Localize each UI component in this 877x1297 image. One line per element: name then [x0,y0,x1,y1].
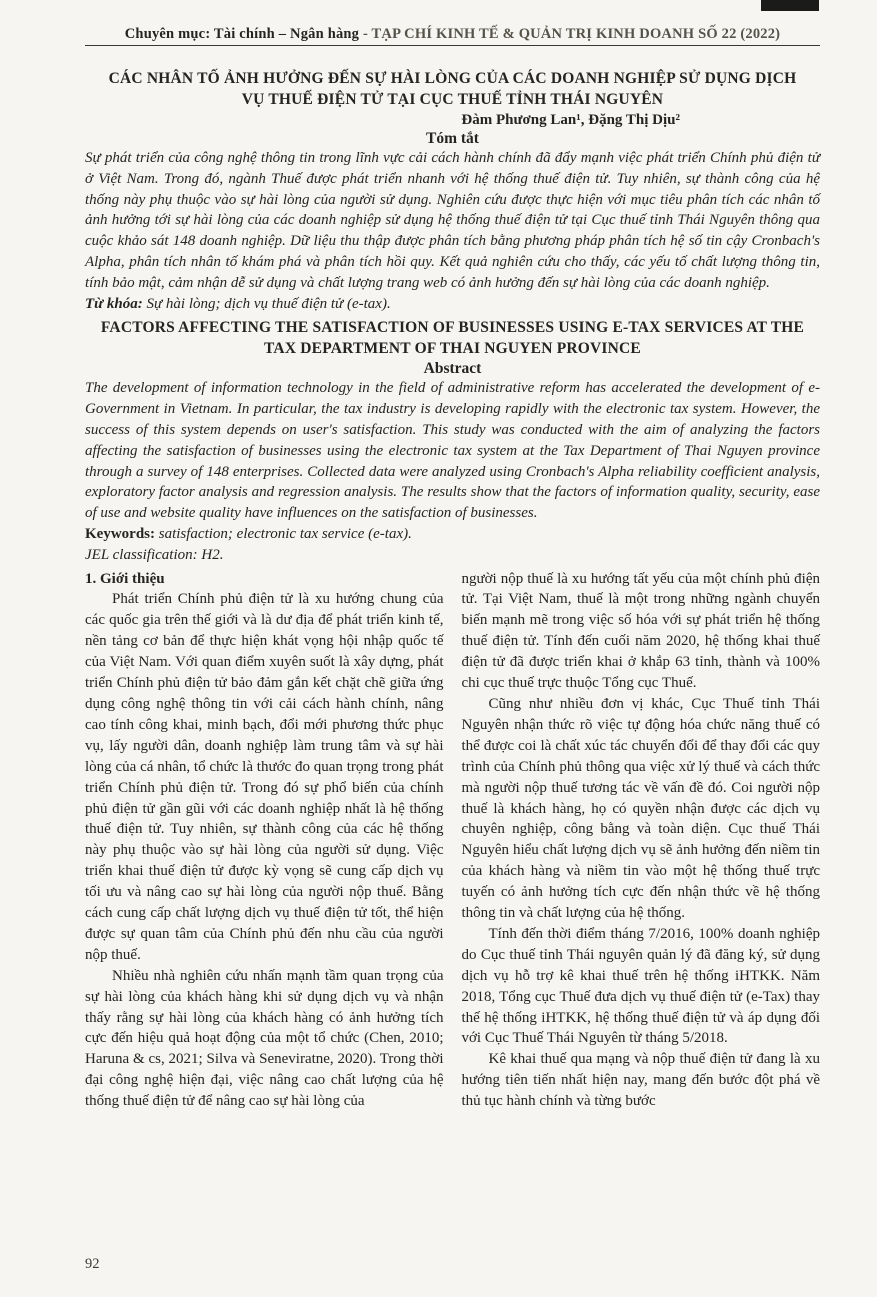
page-number: 92 [85,1256,100,1272]
running-head-journal: - TẠP CHÍ KINH TẾ & QUẢN TRỊ KINH DOANH SỐ 22 (2022) [359,26,781,42]
abstract-heading-vi: Tóm tắt [426,130,479,147]
body-paragraph: Phát triển Chính phủ điện tử là xu hướng chung của các quốc gia trên thế giới và là dư địa để phát triển kinh tế, nền tảng cơ bản để thực hiện khát vọng hội nhập quốc tế của Việt Nam. Với quan điểm xuyên suốt là xây dựng, phát triển Chính phủ điện tử bảo đảm gắn kết chặt chẽ giữa ứng dụng công nghệ thông tin với cải cách hành chính, nâng cao tính công khai, minh bạch, đổi mới phương thức phục vụ, lấy người dân, doanh nghiệp làm trung tâm và sự hài lòng của cá nhân, tổ chức là thước đo quan trọng trong phát triển Chính phủ điện tử. Trong đó sự phổ biến của chính phủ điện tử gần gũi với các doanh nghiệp nhất là hệ thống thuế điện tử. Tuy nhiên, sự thành công của các hệ thống này phụ thuộc vào sự hài lòng của người sử dụng. Việc triển khai thuế điện tử được kỳ vọng sẽ cung cấp dịch vụ tối ưu và nâng cao sự hài lòng của người nộp thuế. Bằng cách cung cấp chất lượng dịch vụ thuế điện tử tốt, thể hiện được sự quan tâm của Chính phủ đến nhu cầu của người nộp thuế. [85,591,444,963]
keywords-vi-text: Sự hài lòng; dịch vụ thuế điện tử (e-tax). [142,295,391,312]
left-column [85,569,444,1113]
running-head-section: Chuyên mục: Tài chính – Ngân hàng [124,26,360,42]
author-names: Đàm Phương Lan¹, Đặng Thị Dịu² [461,112,680,128]
article-title-vi: CÁC NHÂN TỐ ẢNH HƯỞNG ĐẾN SỰ HÀI LÒNG CỦA CÁC DOANH NGHIỆP SỬ DỤNG DỊCH VỤ THUẾ ĐIỆN TỬ TẠI CỤC THUẾ TỈNH THÁI NGUYÊN [108,70,797,108]
keywords-vi-label: Từ khóa: [85,295,143,312]
jel-classification: JEL classification: H2. [85,546,224,563]
abstract-vi: Sự phát triển của công nghệ thông tin trong lĩnh vực cải cách hành chính đã đẩy mạnh việc phát triển Chính phủ điện tử ở Việt Nam. Trong đó, ngành Thuế được phát triển nhanh với hệ thống thuế điện tử. Tuy nhiên, sự thành công của hệ thống này phụ thuộc vào sự hài lòng của người sử dụng. Nghiên cứu được thực hiện với mục tiêu phân tích các nhân tố ảnh hưởng tới sự hài lòng của các doanh nghiệp sử dụng hệ thống thuế điện tử tại Cục thuế tỉnh Thái Nguyên thông qua cuộc khảo sát 148 doanh nghiệp. Dữ liệu thu thập được phân tích bằng phương pháp phân tích hệ số tin cậy Cronbach's Alpha, phân tích nhân tố khám phá và phân tích hồi quy. Kết quả nghiên cứu cho thấy, các yếu tố chất lượng thông tin, tính bảo mật, cảm nhận dễ sử dụng và chất lượng trang web có ảnh hưởng đến sự hài lòng của các doanh nghiệp. [85,150,820,291]
running-head [85,26,820,46]
page-content [85,26,820,1112]
body-paragraph: Tính đến thời điểm tháng 7/2016, 100% doanh nghiệp do Cục thuế tỉnh Thái nguyên quản lý đã đăng ký, sử dụng dịch vụ hỗ trợ kê khai thuế trên hệ thống iHTKK. Năm 2018, Tổng cục Thuế đưa dịch vụ thuế điện tử (e-Tax) thay thế hệ thống iHTKK, hệ thống thuế điện tử và áp dụng đối với Cục Thuế Thái Nguyên từ tháng 5/2018. [461,925,820,1047]
keywords-en-line [85,524,820,545]
two-column-body [85,569,820,1113]
body-paragraph: Kê khai thuế qua mạng và nộp thuế điện tử đang là xu hướng tiên tiến nhất hiện nay, mang đến bước đột phá về thủ tục hành chính và từng bước [461,1051,820,1110]
keywords-en-text: satisfaction; electronic tax service (e-tax). [155,525,412,542]
body-paragraph: người nộp thuế là xu hướng tất yếu của một chính phủ điện tử. Tại Việt Nam, thuế là một trong những ngành chuyển biến mạnh mẽ trong việc số hóa với sự phát triển hệ thống thuế điện tử. Tính đến cuối năm 2020, hệ thống khai thuế điện tử đã được triển khai ở khắp 63 tỉnh, thành và 100% chi cục thuế trực thuộc Tổng cục Thuế. [461,570,820,692]
body-paragraph: Nhiều nhà nghiên cứu nhấn mạnh tầm quan trọng của sự hài lòng của khách hàng khi sử dụng dịch vụ và nhận thấy rằng sự hài lòng của khách hàng có ảnh hưởng tích cực đến hiệu quả hoạt động của một tổ chức (Chen, 2010; Haruna & cs, 2021; Silva và Seneviratne, 2020). Trong thời đại công nghệ hiện đại, việc nâng cao chất lượng của hệ thống thuế điện tử để nâng cao sự hài lòng của [85,967,444,1110]
body-paragraph: Cũng như nhiều đơn vị khác, Cục Thuế tỉnh Thái Nguyên nhận thức rõ việc tự động hóa chức năng thuế có thể được coi là chất xúc tác chuyển đổi để thay đổi các quy trình của Chính phủ thông qua việc xử lý thuế và cách thức mà người nộp thuế tương tác về vấn đề đó. Coi người nộp thuế là khách hàng, họ có quyền nhận được các dịch vụ chuyên nghiệp, công bằng và toàn diện. Cục thuế Thái Nguyên hiểu chất lượng dịch vụ sẽ ảnh hưởng đến niềm tin của khách hàng và niềm tin vào một hệ thống thuế trực tuyến có ảnh hưởng tích cực đến nhận thức về hệ thống thông tin và chất lượng của hệ thống. [461,695,820,922]
scan-redaction-mark [761,0,819,11]
article-title-en: FACTORS AFFECTING THE SATISFACTION OF BUSINESSES USING E-TAX SERVICES AT THE TAX DEPARTMENT OF THAI NGUYEN PROVINCE [100,319,805,358]
section-1-heading: 1. Giới thiệu [85,570,165,587]
abstract-heading-en: Abstract [423,360,482,378]
right-column [462,569,821,1113]
keywords-vi-line [85,294,820,315]
abstract-en: The development of information technology in the field of administrative reform has accelerated the development of e-Government in Vietnam. In particular, the tax industry is developing rapidly with the electronic tax system. However, the success of this system depends on user's satisfaction. This study was conducted with the aim of analyzing the factors affecting the satisfaction of businesses using the electronic tax system at the Tax Department of Thai Nguyen province through a survey of 148 enterprises. Collected data were analyzed using Cronbach's Alpha reliability coefficient analysis, exploratory factor analysis and regression analysis. The results show that the factors of information quality, security, ease of use and website quality have influences on the satisfaction of businesses. [85,380,820,522]
keywords-en-label: Keywords: [85,525,155,542]
